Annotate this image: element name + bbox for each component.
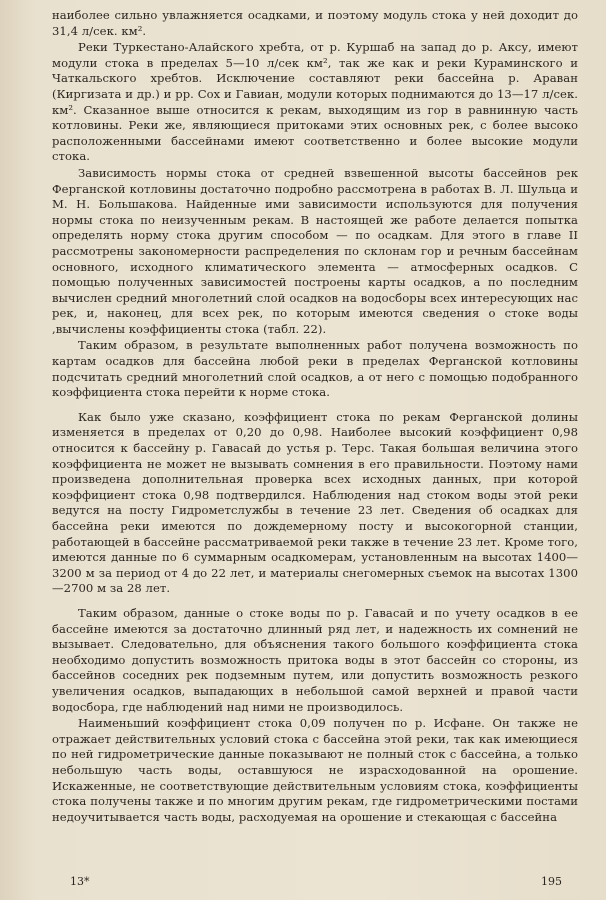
body-text — [52, 8, 578, 825]
paragraph-2: Реки Туркестано-Алайского хребта, от р. Куршаб на запад до р. Аксу, имеют модули стока в пределах 5—10 л/сек км², так же как и реки Кураминского и Чаткальского хребтов. Исключение составляют реки бассейна р. Араван (Киргизата и др.) и рр. Сох и Гавиан, модули которых поднимаются до 13—17 л/сек. км². Сказанное выше относится к рекам, выходящим из гор в равнинную часть котловины. Реки же, являющиеся притоками этих основных рек, с более высоко расположенными бассейнами имеют соответственно и более высокие модули стока. — [52, 40, 578, 164]
paragraph-6: Таким образом, данные о стоке воды по р. Гавасай и по учету осадков в ее бассейне имеются за достаточно длинный ряд лет, и надежность их сомнений не вызывает. Следовательно, для объяснения такого большого коэффициента стока необходимо допустить возможность притока воды в этот бассейн со стороны, из бассейнов соседних рек подземным путем, или допустить возможность резкого увеличения осадков, выпадающих в небольшой самой верхней и правой части водосбора, где наблюдений над ними не производилось. — [52, 605, 578, 714]
page-number: 195 — [541, 875, 562, 888]
paragraph-4: Таким образом, в результате выполненных работ получена возможность по картам осадков для бассейна любой реки в пределах Ферганской котловины подсчитать средний многолетний слой осадков, а от него с помощью подобранного коэффициента стока перейти к норме стока. — [52, 338, 578, 400]
paragraph-1: наиболее сильно увлажняется осадками, и поэтому модуль стока у ней доходит до 31,4 л/сек. км². — [52, 8, 578, 38]
paragraph-3: Зависимость нормы стока от средней взвешенной высоты бассейнов рек Ферганской котловины достаточно подробно рассмотрена в работах В. Л. Шульца и М. Н. Большакова. Найденные ими зависимости используются для получения нормы стока по неизученным рекам. В настоящей же работе делается попытка определять норму стока другим способом — по осадкам. Для этого в главе II рассмотрены закономерности распределения по склонам гор и речным бассейнам основного, исходного климатического элемента — атмосферных осадков. С помощью полученных зависимостей построены карты осадков, а по последним вычислен средний многолетний слой осадков на водосборы всех интересующих нас рек, и, наконец, для всех рек, по которым имеются сведения о стоке воды ,вычислены коэффициенты стока (табл. 22). — [52, 165, 578, 336]
paragraph-5: Как было уже сказано, коэффициент стока по рекам Ферганской долины изменяется в пределах от 0,20 до 0,98. Наиболее высокий коэффициент 0,98 относится к бассейну р. Гавасай до устья р. Терс. Такая большая величина этого коэффициента не может не вызывать сомнения в его правильности. Поэтому нами произведена дополнительная проверка всех исходных данных, при которой коэффициент стока 0,98 подтвердился. Наблюдения над стоком воды этой реки ведутся на посту Гидрометслужбы в течение 23 лет. Сведения об осадках для бассейна реки имеются по дождемерному посту и высокогорной станции, работающей в бассейне рассматриваемой реки также в течение 23 лет. Кроме того, имеются данные по 6 суммарным осадкомерам, установленным на высотах 1400—3200 м за период от 4 до 22 лет, и материалы снегомерных съемок на высотах 1300—2700 м за 28 лет. — [52, 409, 578, 596]
signature-mark: 13* — [70, 875, 90, 888]
paragraph-7: Наименьший коэффициент стока 0,09 получен по р. Исфане. Он также не отражает действительных условий стока с бассейна этой реки, так как имеющиеся по ней гидрометрические данные показывают не полный сток с бассейна, а только небольшую часть воды, оставшуюся не израсходованной на орошение. Искаженные, не соответствующие действительным условиям стока, коэффициенты стока получены также и по многим другим рекам, где гидрометрическими постами недоучитывается часть воды, расходуемая на орошение и стекающая с бассейна — [52, 716, 578, 824]
